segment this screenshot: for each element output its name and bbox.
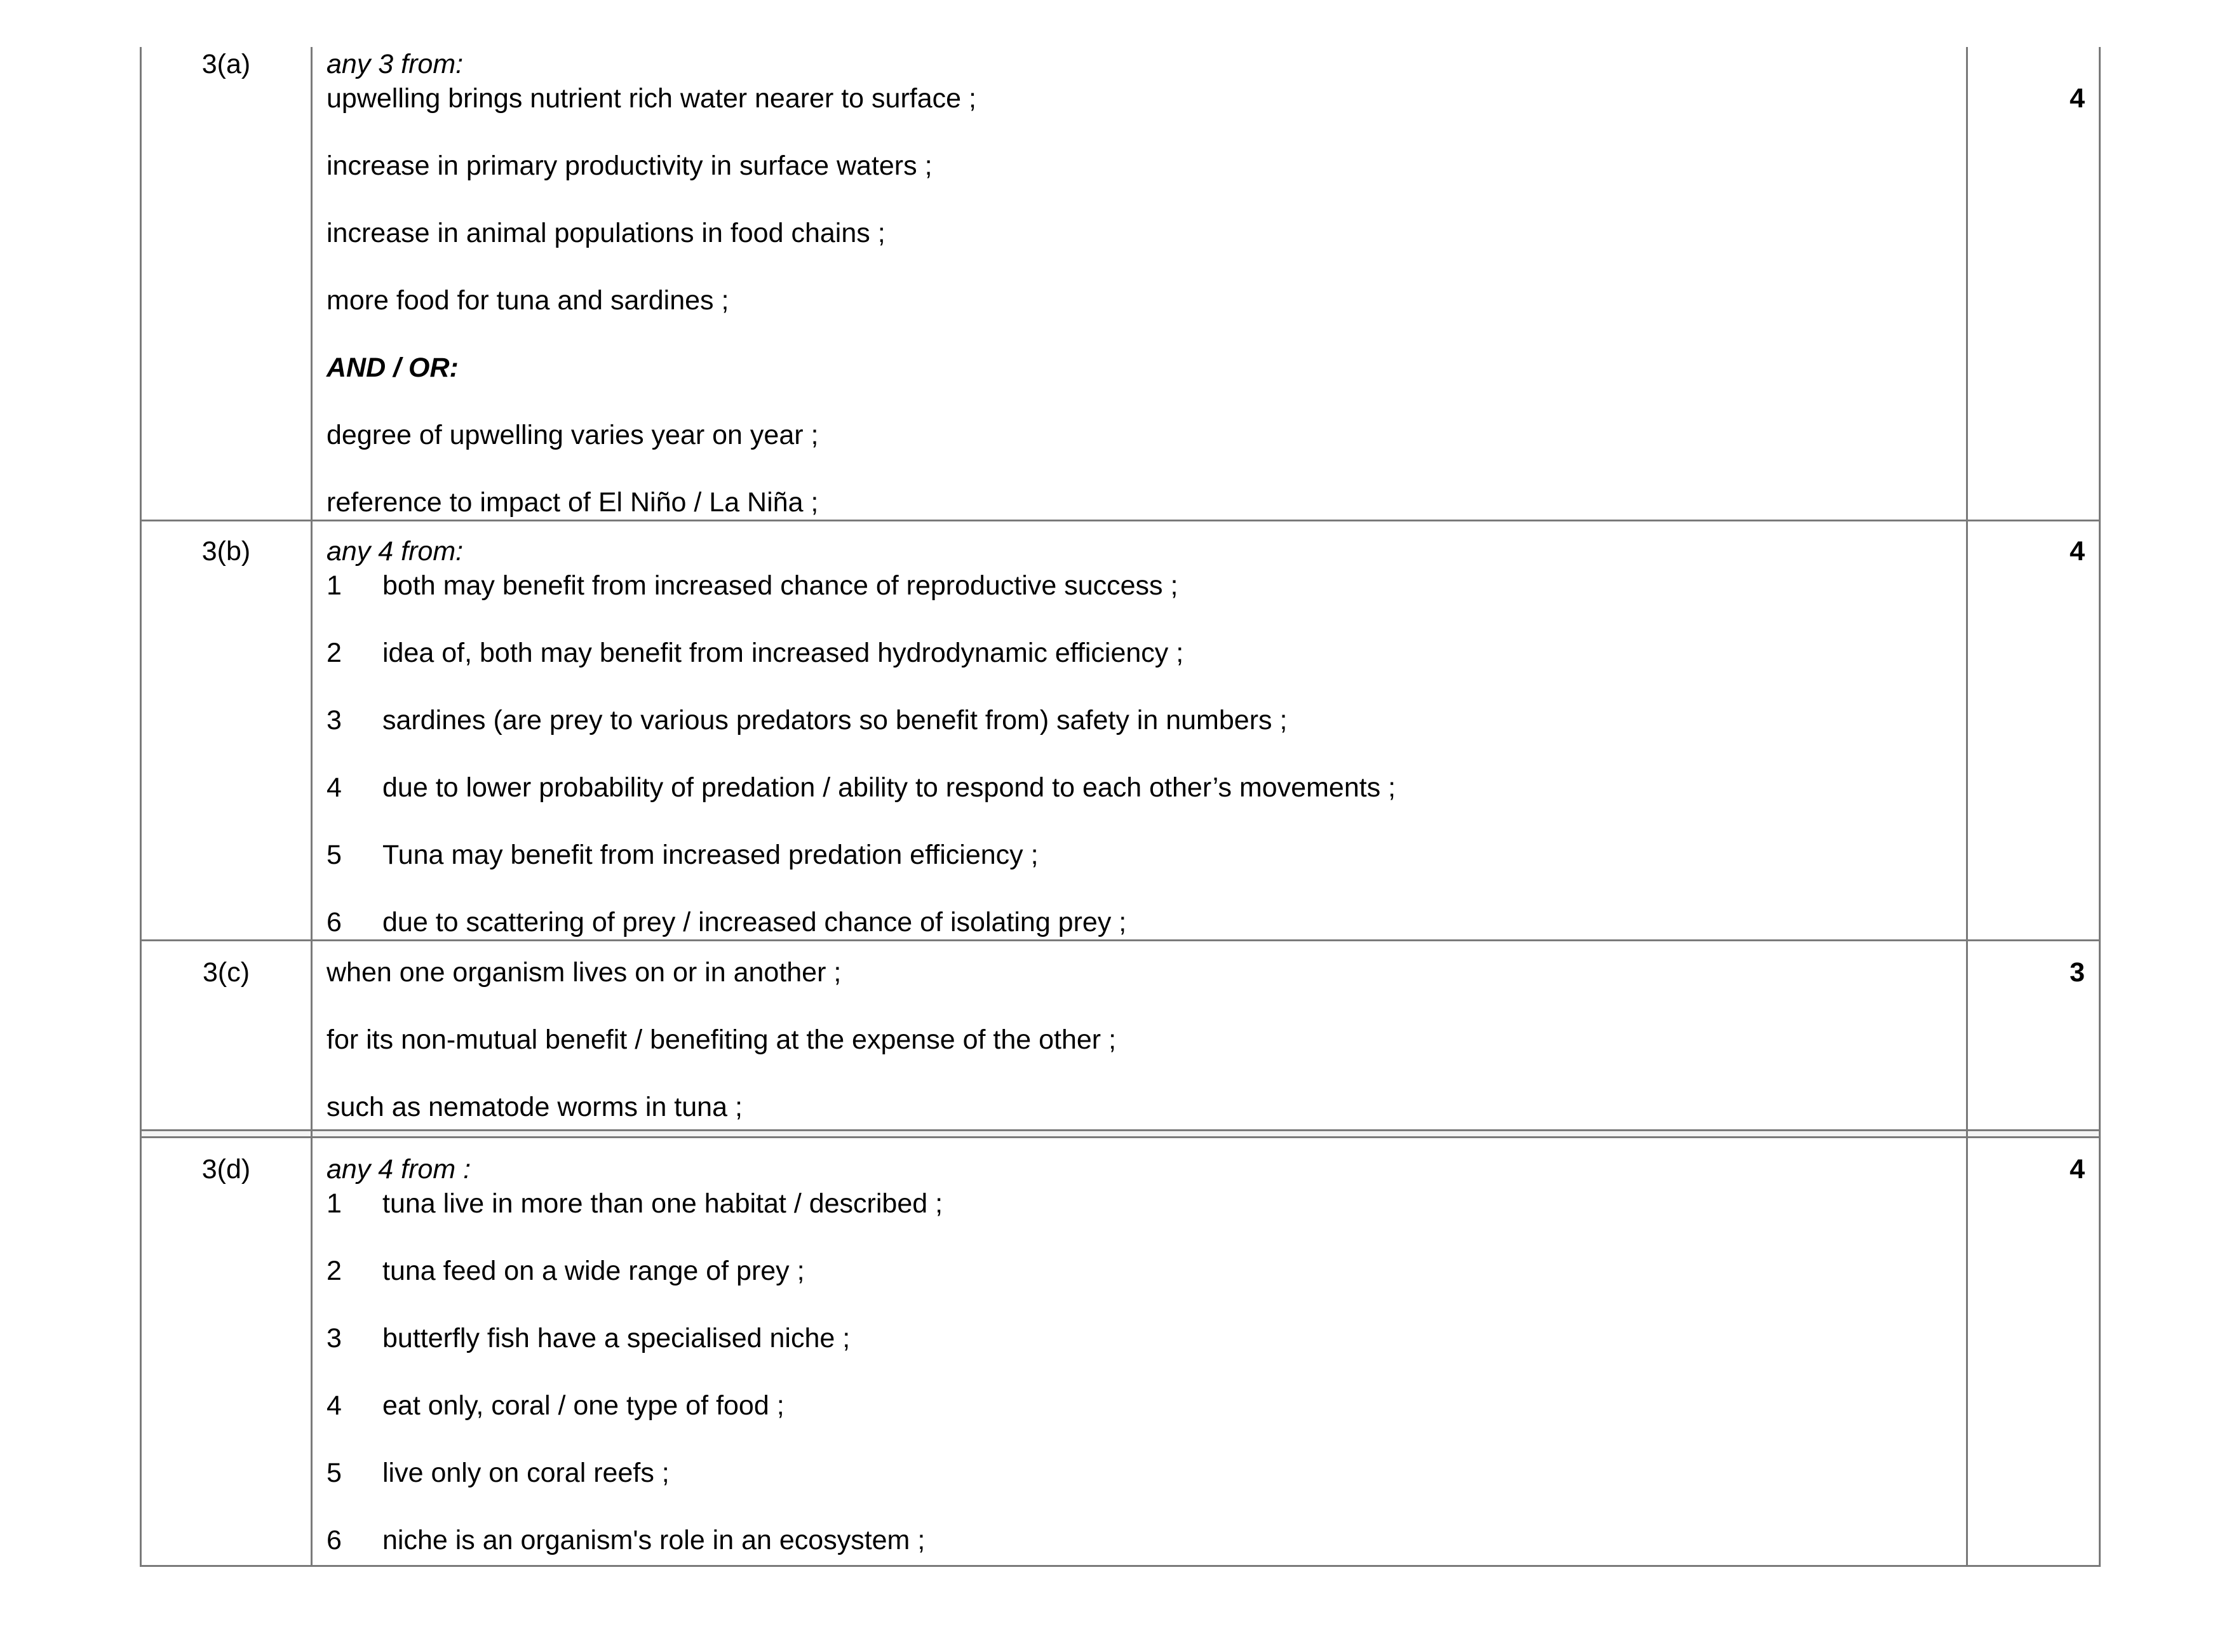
answer-line: for its non-mutual benefit / benefiting at the expense of the other ; xyxy=(327,1024,1117,1055)
row-3c xyxy=(140,939,2101,1129)
list-item: 3 butterfly fish have a specialised niche ; xyxy=(327,1323,851,1353)
row-3d xyxy=(140,1138,2101,1567)
list-item: 2 idea of, both may benefit from increased hydrodynamic efficiency ; xyxy=(327,638,1184,668)
list-item: 2 tuna feed on a wide range of prey ; xyxy=(327,1256,805,1286)
answer-cell xyxy=(311,941,1968,1129)
answer-line: such as nematode worms in tuna ; xyxy=(327,1092,743,1122)
marks-cell xyxy=(1968,1138,2099,1565)
mark-scheme-table xyxy=(140,47,2101,1567)
answer-intro: any 4 from : xyxy=(327,1154,471,1185)
answer-intro: any 4 from: xyxy=(327,536,464,567)
list-item: 4 due to lower probability of predation / ability to respond to each other’s movements ; xyxy=(327,772,1396,803)
question-number: 3(c) xyxy=(202,957,250,988)
row-3a xyxy=(140,47,2101,520)
question-number: 3(d) xyxy=(201,1154,251,1185)
answer-line: upwelling brings nutrient rich water nearer to surface ; xyxy=(327,83,976,114)
list-item: 6 niche is an organism's role in an ecosystem ; xyxy=(327,1525,926,1555)
answer-cell xyxy=(311,47,1968,520)
answer-line: more food for tuna and sardines ; xyxy=(327,285,729,316)
answer-line: increase in primary productivity in surface waters ; xyxy=(327,151,933,181)
answer-line: increase in animal populations in food chains ; xyxy=(327,218,886,248)
list-item: 4 eat only, coral / one type of food ; xyxy=(327,1390,785,1421)
row-3b xyxy=(140,520,2101,939)
marks-cell xyxy=(1968,47,2099,520)
mark-value: 4 xyxy=(2070,83,2085,114)
list-item: 5 live only on coral reefs ; xyxy=(327,1458,670,1488)
answer-line: degree of upwelling varies year on year ; xyxy=(327,420,819,450)
marks-cell xyxy=(1968,941,2099,1129)
list-item: 6 due to scattering of prey / increased chance of isolating prey ; xyxy=(327,907,1127,937)
question-number: 3(b) xyxy=(201,536,251,567)
answer-intro: any 3 from: xyxy=(327,49,464,79)
answer-line: reference to impact of El Niño / La Niña ; xyxy=(327,487,819,518)
list-item: 1 tuna live in more than one habitat / described ; xyxy=(327,1188,943,1219)
answer-cell xyxy=(311,1138,1968,1565)
mark-value: 3 xyxy=(2070,957,2085,988)
answer-cell xyxy=(311,521,1968,939)
mark-value: 4 xyxy=(2070,1154,2085,1185)
list-item: 5 Tuna may benefit from increased predation efficiency ; xyxy=(327,840,1039,870)
mark-value: 4 xyxy=(2070,536,2085,567)
and-or-label: AND / OR: xyxy=(327,353,459,383)
question-number: 3(a) xyxy=(201,49,251,79)
list-item: 3 sardines (are prey to various predators so benefit from) safety in numbers ; xyxy=(327,705,1288,735)
row-separator xyxy=(140,1129,2101,1138)
answer-line: when one organism lives on or in another ; xyxy=(327,957,842,988)
marks-cell xyxy=(1968,521,2099,939)
list-item: 1 both may benefit from increased chance of reproductive success ; xyxy=(327,570,1178,601)
